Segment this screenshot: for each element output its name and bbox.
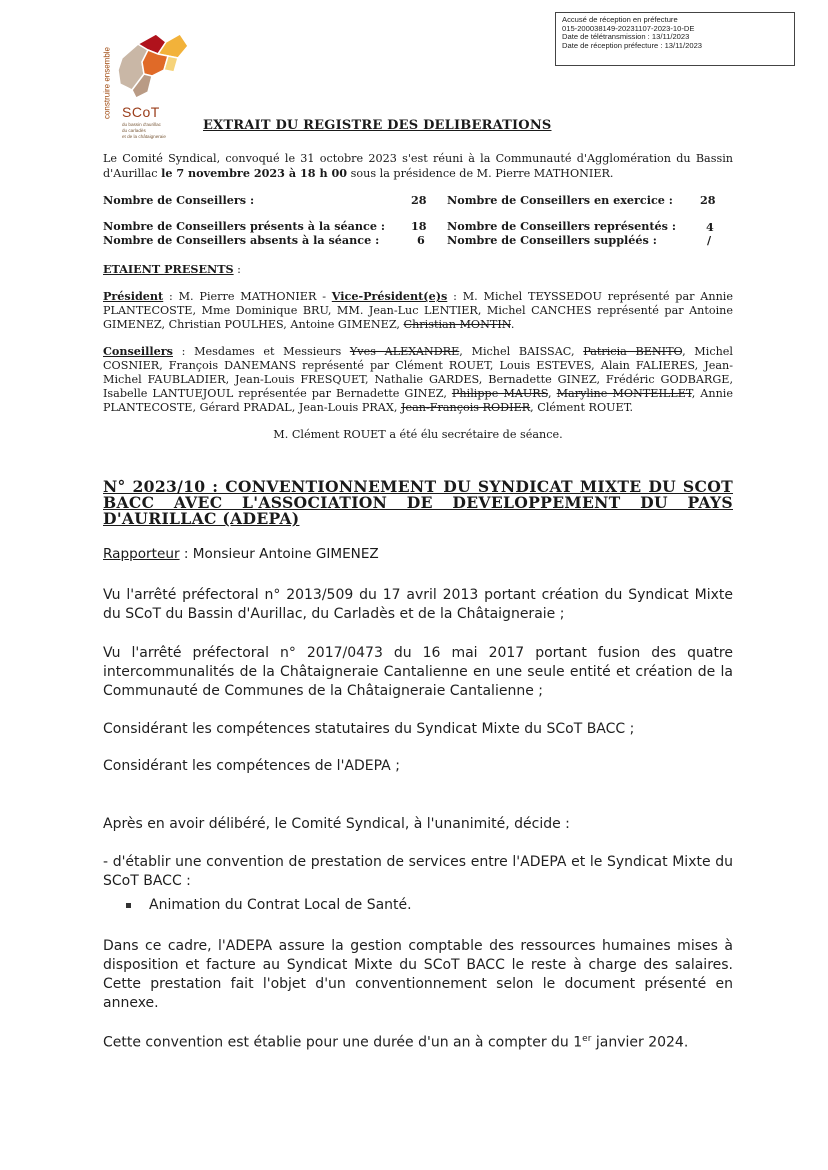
body-paragraph: Considérant les compétences de l'ADEPA ;	[103, 758, 400, 774]
logo-subtitle: du carladès	[122, 128, 146, 133]
count-value: 28	[700, 193, 716, 207]
body-paragraph: Vu l'arrêté préfectoral n° 2013/509 du 17 avril 2013 portant création du Syndicat Mixte du SCoT du Bassin d'Aurillac, du Carladès et de la Châtaigneraie ;	[103, 587, 733, 622]
stamp-line: 015-200038149-20231107-2023-10-DE	[562, 23, 695, 33]
count-value: 18	[411, 219, 427, 233]
count-label: Nombre de Conseillers présents à la séance :	[103, 219, 385, 233]
count-value: 4	[706, 220, 714, 234]
logo-vertical-text: construire ensemble	[102, 46, 112, 120]
logo-subtitle: du bassin d'aurillac	[122, 122, 161, 127]
logo-title: SCoT	[122, 104, 160, 120]
body-paragraph: Dans ce cadre, l'ADEPA assure la gestion comptable des ressources humaines mises à disposition et facture au Syndicat Mixte du SCoT BACC le reste à charge des salaires. Cette prestation fait l'objet d'un conventionnement selon le document présenté en annexe.	[103, 938, 733, 1011]
stamp-line: Date de réception préfecture : 13/11/2023	[562, 40, 703, 50]
present-heading: ETAIENT PRESENTS :	[103, 262, 241, 276]
body-paragraph: Vu l'arrêté préfectoral n° 2017/0473 du 16 mai 2017 portant fusion des quatre intercommunalités de la Châtaigneraie Cantalienne en une seule entité et création de la Communauté de Communes de la Châtaigneraie Cantalienne ;	[103, 645, 733, 699]
count-value: /	[707, 233, 712, 247]
count-label: Nombre de Conseillers :	[103, 193, 255, 207]
body-paragraph: Après en avoir délibéré, le Comité Syndical, à l'unanimité, décide :	[103, 816, 570, 832]
list-item: Animation du Contrat Local de Santé.	[126, 897, 412, 913]
scot-logo	[100, 28, 190, 138]
register-extract-title: EXTRAIT DU REGISTRE DES DELIBERATIONS	[203, 118, 552, 133]
deliberation-title: N° 2023/10 : CONVENTIONNEMENT DU SYNDICAT MIXTE DU SCOT BACC AVEC L'ASSOCIATION DE DEVELOPPEMENT DU PAYS D'AURILLAC (ADEPA)	[103, 477, 733, 528]
bullet-icon	[126, 903, 131, 908]
stamp-line: Date de télétransmission : 13/11/2023	[562, 32, 690, 42]
logo-map-icon	[108, 28, 194, 106]
count-label: Nombre de Conseillers suppléés :	[447, 233, 657, 247]
rapporteur-line: Rapporteur : Monsieur Antoine GIMENEZ	[103, 546, 379, 562]
convocation-paragraph: Le Comité Syndical, convoqué le 31 octobre 2023 s'est réuni à la Communauté d'Agglomération du Bassin d'Aurillac le 7 novembre 2023 à 18 h 00 sous la présidence de M. Pierre MATHONIER.	[103, 152, 733, 180]
secretary-line: M. Clément ROUET a été élu secrétaire de séance.	[273, 428, 563, 441]
body-paragraph: Cette convention est établie pour une durée d'un an à compter du 1er janvier 2024.	[103, 1034, 689, 1051]
prefecture-receipt-stamp	[555, 12, 795, 66]
count-label: Nombre de Conseillers absents à la séance :	[103, 233, 380, 247]
body-paragraph: - d'établir une convention de prestation de services entre l'ADEPA et le Syndicat Mixte du SCoT BACC :	[103, 854, 733, 889]
president-paragraph: Président : M. Pierre MATHONIER - Vice-Président(e)s : M. Michel TEYSSEDOU représenté par Annie PLANTECOSTE, Mme Dominique BRU, MM. Jean-Luc LENTIER, Michel CANCHES représenté par Antoine GIMENEZ, Christian POULHES, Antoine GIMENEZ, Christian MONTIN.	[103, 289, 733, 331]
count-label: Nombre de Conseillers représentés :	[447, 219, 676, 233]
count-value: 6	[417, 233, 425, 247]
body-paragraph: Considérant les compétences statutaires du Syndicat Mixte du SCoT BACC ;	[103, 721, 635, 737]
logo-subtitle: et de la châtaigneraie	[122, 134, 166, 139]
count-label: Nombre de Conseillers en exercice :	[447, 193, 673, 207]
count-value: 28	[411, 193, 427, 207]
stamp-line: Accusé de réception en préfecture	[562, 15, 678, 24]
conseillers-paragraph: Conseillers : Mesdames et Messieurs Yves ALEXANDRE, Michel BAISSAC, Patricia BENITO, Michel COSNIER, François DANEMANS représenté par Clément ROUET, Louis ESTEVES, Alain FALIERES, Jean-Michel FAUBLADIER, Jean-Louis FRESQUET, Nathalie GARDES, Bernadette GINEZ, Frédéric GODBARGE, Isabelle LANTUEJOUL représentée par Bernadette GINEZ, Philippe MAURS, Maryline MONTEILLET, Annie PLANTECOSTE, Gérard PRADAL, Jean-Louis PRAX, Jean-François RODIER, Clément ROUET.	[103, 344, 733, 414]
